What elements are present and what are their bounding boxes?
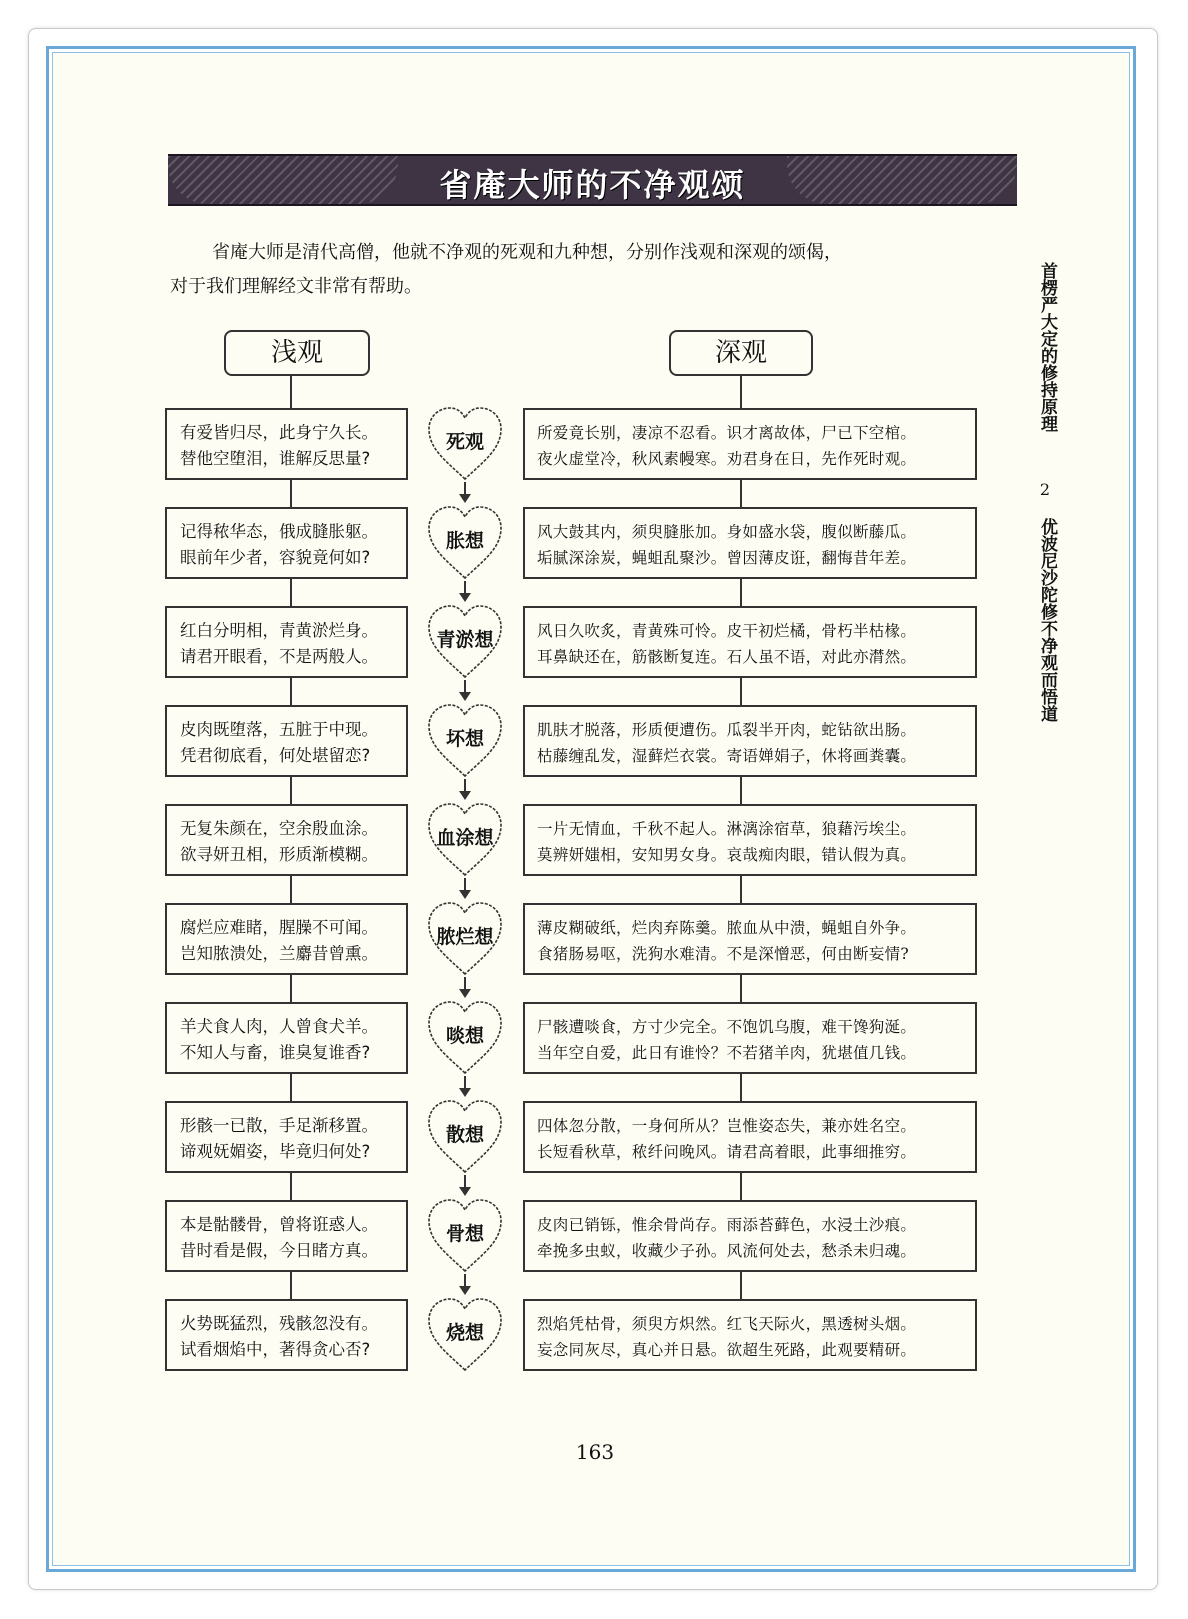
heart-label: 青淤想 <box>436 629 494 651</box>
shallow-verse-box <box>165 1101 408 1173</box>
contemplation-heart <box>426 999 504 1077</box>
shallow-verse-line: 腐烂应难睹，腥臊不可闻。 <box>180 918 378 937</box>
arrow-down <box>464 482 466 501</box>
deep-verse-line: 莫辨妍媸相，安知男女身。哀哉痴肉眼，错认假为真。 <box>537 846 917 864</box>
deep-verse-line: 夜火虚堂冷，秋风素幔寒。劝君身在日，先作死时观。 <box>537 450 917 468</box>
shallow-verse-box <box>165 1200 408 1272</box>
shallow-verse-line: 形骸一已散，手足渐移置。 <box>180 1116 378 1135</box>
deep-verse-line: 一片无情血，千秋不起人。淋漓涂宿草，狼藉污埃尘。 <box>537 820 917 838</box>
connector-deep <box>740 1173 742 1200</box>
shallow-verse-line: 试看烟焰中，著得贪心否? <box>180 1340 371 1359</box>
shallow-verse-line: 谛观妩媚姿，毕竟归何处? <box>180 1142 371 1161</box>
heart-label: 血涂想 <box>436 827 494 849</box>
connector-shallow <box>290 678 292 705</box>
heart-label: 死观 <box>445 431 484 453</box>
intro-paragraph <box>170 236 1000 304</box>
header-deep: 深观 <box>669 330 813 376</box>
header-shallow: 浅观 <box>224 330 370 376</box>
deep-verse-line: 皮肉已销铄，惟余骨尚存。雨添苔藓色，水浸土沙痕。 <box>537 1216 917 1234</box>
side-section-title: 优波尼沙陀修不净观而悟道 <box>1037 518 1057 722</box>
connector-deep <box>740 579 742 606</box>
heart-label: 烧想 <box>445 1322 484 1344</box>
shallow-verse-box <box>165 804 408 876</box>
shallow-verse-line: 欲寻妍丑相，形质渐模糊。 <box>180 845 378 864</box>
shallow-verse-box <box>165 507 408 579</box>
heart-label: 脓烂想 <box>436 926 494 948</box>
shallow-verse-line: 不知人与畜，谁臭复谁香? <box>180 1043 371 1062</box>
shallow-verse-box <box>165 606 408 678</box>
shallow-verse-box <box>165 1002 408 1074</box>
deep-verse-line: 肌肤才脱落，形质便遭伤。瓜裂半开肉，蛇钻欲出肠。 <box>537 721 917 739</box>
arrow-down <box>464 1175 466 1194</box>
deep-verse-line: 枯藤缠乱发，湿藓烂衣裳。寄语婵娟子，休将画粪囊。 <box>537 747 917 765</box>
connector-shallow <box>290 975 292 1002</box>
arrow-down <box>464 1274 466 1293</box>
shallow-verse-line: 火势既猛烈，残骸忽没有。 <box>180 1314 378 1333</box>
deep-verse-box <box>523 507 977 579</box>
shallow-verse-line: 记得秾华态，俄成膖胀躯。 <box>180 522 378 541</box>
arrow-down <box>464 1076 466 1095</box>
arrow-down <box>464 779 466 798</box>
intro-line-1: 省庵大师是清代高僧，他就不净观的死观和九种想，分别作浅观和深观的颂偈， <box>212 242 842 263</box>
heart-label: 胀想 <box>445 530 484 552</box>
deep-verse-box <box>523 1299 977 1371</box>
contemplation-heart <box>426 1197 504 1275</box>
deep-verse-line: 耳鼻缺还在，筋骸断复连。石人虽不语，对此亦潸然。 <box>537 648 917 666</box>
shallow-verse-line: 岂知脓溃处，兰麝昔曾熏。 <box>180 944 378 963</box>
deep-verse-line: 牵挽多虫蚁，收藏少子孙。风流何处去，愁杀未归魂。 <box>537 1242 917 1260</box>
heart-label: 啖想 <box>445 1025 484 1047</box>
connector-deep <box>740 678 742 705</box>
shallow-verse-line: 无复朱颜在，空余殷血涂。 <box>180 819 378 838</box>
arrow-down <box>464 680 466 699</box>
page-title: 省庵大师的不净观颂 <box>439 166 746 204</box>
shallow-verse-line: 替他空堕泪，谁解反思量? <box>180 449 371 468</box>
contemplation-heart <box>426 405 504 483</box>
contemplation-heart <box>426 504 504 582</box>
connector-deep <box>740 1074 742 1101</box>
deep-verse-line: 尸骸遭啖食，方寸少完全。不饱饥乌腹，难干馋狗涎。 <box>537 1018 917 1036</box>
contemplation-heart <box>426 1098 504 1176</box>
connector-deep <box>740 1272 742 1299</box>
connector-shallow <box>290 1074 292 1101</box>
shallow-verse-line: 本是骷髅骨，曾将诳惑人。 <box>180 1215 378 1234</box>
shallow-verse-line: 红白分明相，青黄淤烂身。 <box>180 621 378 640</box>
connector-shallow <box>290 876 292 903</box>
connector-deep <box>740 975 742 1002</box>
connector-shallow <box>290 1272 292 1299</box>
heart-label: 散想 <box>445 1124 484 1146</box>
deep-verse-line: 四体忽分散，一身何所从？岂惟姿态失，兼亦姓名空。 <box>537 1117 917 1135</box>
page-number: 163 <box>575 1440 615 1464</box>
contemplation-heart <box>426 603 504 681</box>
deep-verse-box <box>523 1101 977 1173</box>
connector-shallow-header <box>290 376 292 408</box>
deep-verse-box <box>523 705 977 777</box>
deep-verse-line: 风日久吹炙，青黄殊可怜。皮干初烂橘，骨朽半枯椽。 <box>537 622 917 640</box>
deep-verse-line: 妄念同灰尽，真心并日悬。欲超生死路，此观要精研。 <box>537 1341 917 1359</box>
shallow-verse-line: 眼前年少者，容貌竟何如? <box>180 548 371 567</box>
deep-verse-box <box>523 1002 977 1074</box>
deep-verse-box <box>523 408 977 480</box>
deep-verse-line: 垢腻深涂炭，蝇蛆乱聚沙。曾因薄皮诳，翻悔昔年差。 <box>537 549 917 567</box>
shallow-verse-box <box>165 408 408 480</box>
arrow-down <box>464 878 466 897</box>
deep-verse-box <box>523 606 977 678</box>
deep-verse-line: 薄皮糊破纸，烂肉弃陈羹。脓血从中溃，蝇蛆自外争。 <box>537 919 917 937</box>
connector-deep <box>740 777 742 804</box>
shallow-verse-box <box>165 705 408 777</box>
heart-label: 坏想 <box>445 728 484 750</box>
deep-verse-line: 食猪肠易呕，洗狗水难清。不是深憎恶，何由断妄情? <box>537 945 910 963</box>
deep-verse-box <box>523 903 977 975</box>
shallow-verse-box <box>165 1299 408 1371</box>
deep-verse-box <box>523 804 977 876</box>
contemplation-heart <box>426 801 504 879</box>
shallow-verse-line: 昔时看是假，今日睹方真。 <box>180 1241 378 1260</box>
connector-deep <box>740 876 742 903</box>
shallow-verse-box <box>165 903 408 975</box>
side-chapter-number: 2 <box>1039 480 1051 499</box>
intro-line-2: 对于我们理解经文非常有帮助。 <box>170 276 422 297</box>
connector-shallow <box>290 579 292 606</box>
contemplation-heart <box>426 1296 504 1374</box>
shallow-verse-line: 有爱皆归尽，此身宁久长。 <box>180 423 378 442</box>
connector-deep-header <box>740 376 742 408</box>
deep-verse-line: 风大鼓其内，须臾膖胀加。身如盛水袋，腹似断藤瓜。 <box>537 523 917 541</box>
connector-shallow <box>290 1173 292 1200</box>
arrow-down <box>464 581 466 600</box>
shallow-verse-line: 羊犬食人肉，人曾食犬羊。 <box>180 1017 378 1036</box>
deep-verse-line: 所爱竟长别，凄凉不忍看。识才离故体，尸已下空棺。 <box>537 424 917 442</box>
arrow-down <box>464 977 466 996</box>
contemplation-heart <box>426 702 504 780</box>
deep-verse-line: 当年空自爱，此日有谁怜？不若猪羊肉，犹堪值几钱。 <box>537 1044 917 1062</box>
connector-shallow <box>290 777 292 804</box>
shallow-verse-line: 皮肉既堕落，五脏于中现。 <box>180 720 378 739</box>
deep-verse-line: 烈焰凭枯骨，须臾方炽然。红飞天际火，黑透树头烟。 <box>537 1315 917 1333</box>
connector-shallow <box>290 480 292 507</box>
title-banner <box>168 154 1017 206</box>
shallow-verse-line: 凭君彻底看，何处堪留恋? <box>180 746 371 765</box>
shallow-verse-line: 请君开眼看，不是两般人。 <box>180 647 378 666</box>
contemplation-heart <box>426 900 504 978</box>
side-chapter-title: 首楞严大定的修持原理 <box>1037 262 1057 432</box>
heart-label: 骨想 <box>445 1223 484 1245</box>
deep-verse-box <box>523 1200 977 1272</box>
deep-verse-line: 长短看秋草，秾纤问晚风。请君高着眼，此事细推穷。 <box>537 1143 917 1161</box>
connector-deep <box>740 480 742 507</box>
